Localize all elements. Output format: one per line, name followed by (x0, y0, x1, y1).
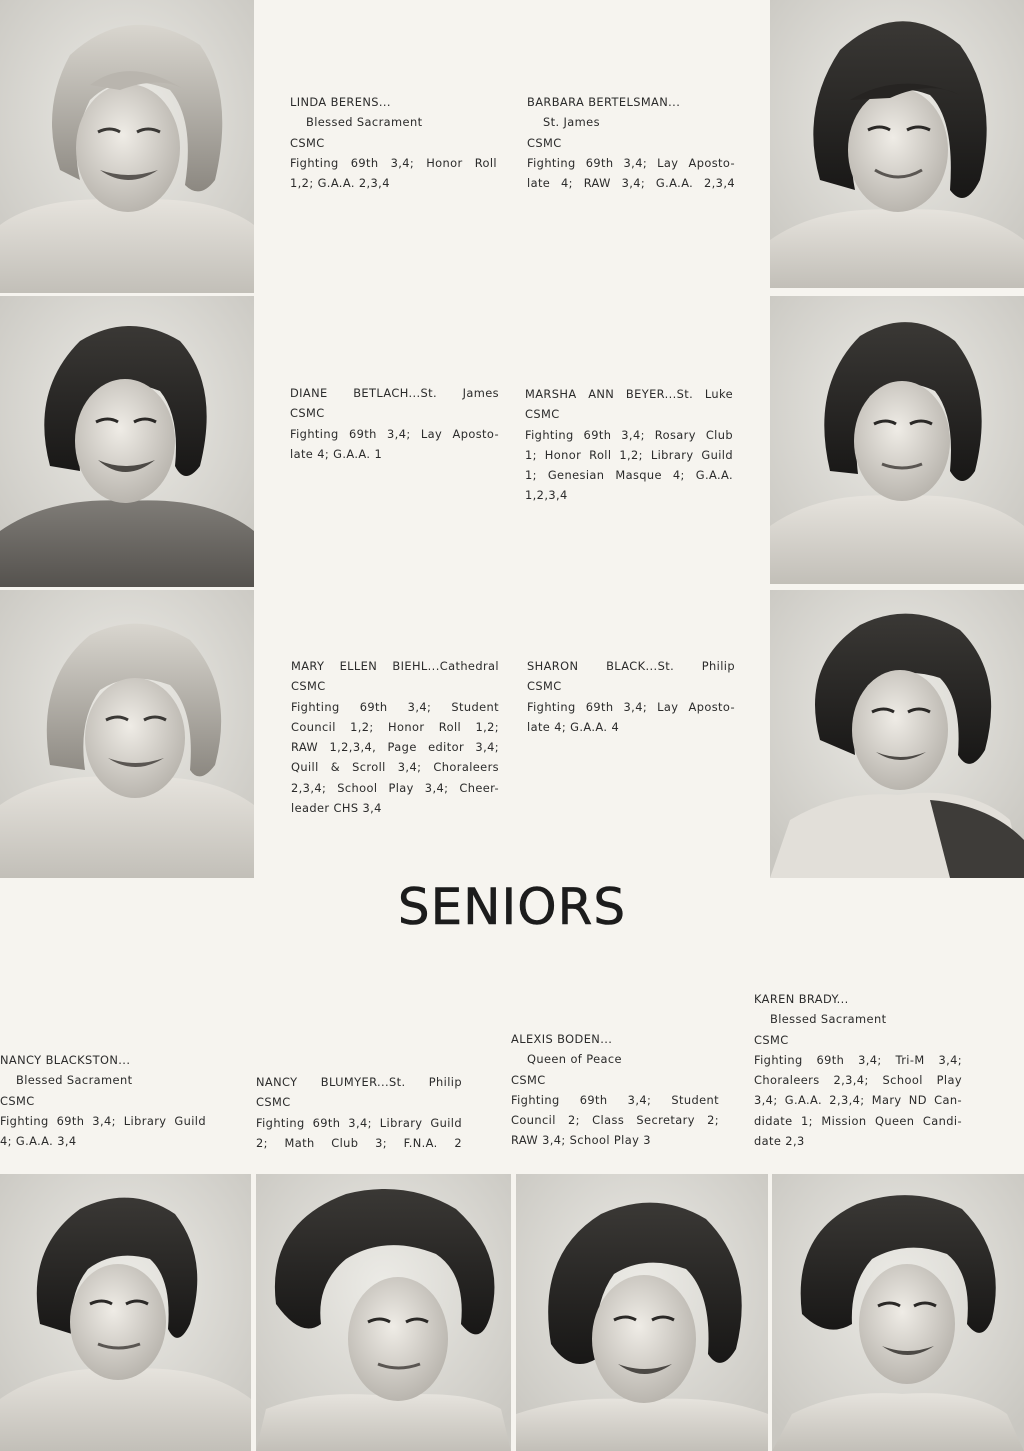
student-name: NANCY BLUMYER...St. Philip (256, 1075, 462, 1089)
student-activities-line: didate 1; Mission Queen Candi- (754, 1113, 962, 1128)
student-name: KAREN BRADY... (754, 992, 849, 1006)
student-activities-line: Council 1,2; Honor Roll 1,2; (291, 719, 499, 734)
student-parish: Blessed Sacrament (306, 115, 423, 130)
portrait-barbara-bertelsman (770, 0, 1024, 288)
student-activities-line: Fighting 69th 3,4; Honor Roll (290, 155, 497, 170)
portrait-nancy-blumyer (256, 1174, 511, 1451)
student-school: CSMC (290, 406, 325, 421)
portrait-alexis-boden (516, 1174, 768, 1451)
student-activities-line: Choraleers 2,3,4; School Play (754, 1073, 962, 1088)
student-activities-line: 2,3,4; School Play 3,4; Cheer- (291, 780, 499, 795)
portrait-diane-betlach (0, 296, 254, 587)
portrait-linda-berens (0, 0, 254, 293)
student-school: CSMC (511, 1072, 546, 1087)
student-activities-line: 1; Honor Roll 1,2; Library Guild (525, 447, 733, 462)
student-activities-line: Fighting 69th 3,4; Student (511, 1092, 719, 1107)
bio-alexis-boden (511, 1029, 719, 1151)
student-activities-line: Fighting 69th 3,4; Tri-M 3,4; (754, 1052, 962, 1067)
portrait-mary-ellen-biehl (0, 590, 254, 878)
student-activities-line: date 2,3 (754, 1134, 805, 1149)
student-activities-line: 1; Genesian Masque 4; G.A.A. (525, 468, 733, 483)
bio-sharon-black (527, 656, 735, 737)
student-name: SHARON BLACK...St. Philip (527, 659, 735, 673)
portrait-karen-brady (772, 1174, 1024, 1451)
student-activities-line: Fighting 69th 3,4; Lay Aposto- (527, 699, 735, 714)
bio-nancy-blumyer (256, 1072, 462, 1153)
student-school: CSMC (0, 1093, 35, 1108)
student-activities-line: 4; G.A.A. 3,4 (0, 1134, 77, 1149)
student-school: CSMC (291, 679, 326, 694)
student-activities-line: Fighting 69th 3,4; Library Guild (256, 1115, 462, 1130)
bio-linda-berens (290, 92, 497, 193)
portrait-nancy-blackston (0, 1174, 251, 1451)
student-name: MARY ELLEN BIEHL...Cathedral (291, 659, 499, 673)
student-name: LINDA BERENS... (290, 95, 391, 109)
student-activities-line: late 4; RAW 3,4; G.A.A. 2,3,4 (527, 176, 735, 191)
student-activities-line: late 4; G.A.A. 4 (527, 719, 620, 734)
student-parish: Blessed Sacrament (16, 1073, 133, 1088)
student-activities-line: 1,2; G.A.A. 2,3,4 (290, 176, 390, 191)
student-activities-line: 1,2,3,4 (525, 488, 568, 503)
student-activities-line: Quill & Scroll 3,4; Choraleers (291, 760, 499, 775)
bio-nancy-blackston (0, 1050, 206, 1151)
student-activities-line: Fighting 69th 3,4; Lay Aposto- (527, 155, 735, 170)
student-name: NANCY BLACKSTON... (0, 1053, 131, 1067)
student-parish: Blessed Sacrament (770, 1012, 887, 1027)
bio-diane-betlach (290, 383, 499, 464)
student-school: CSMC (525, 407, 560, 422)
student-activities-line: late 4; G.A.A. 1 (290, 446, 383, 461)
student-school: CSMC (256, 1095, 291, 1110)
page-title: SENIORS (397, 878, 627, 936)
student-activities-line: Fighting 69th 3,4; Lay Aposto- (290, 426, 499, 441)
student-activities-line: Fighting 69th 3,4; Library Guild (0, 1113, 206, 1128)
bio-barbara-bertelsman (527, 92, 735, 193)
student-activities-line: RAW 1,2,3,4, Page editor 3,4; (291, 740, 499, 755)
student-parish: Queen of Peace (527, 1052, 622, 1067)
student-school: CSMC (527, 135, 562, 150)
bio-mary-ellen-biehl (291, 656, 499, 818)
student-activities-line: RAW 3,4; School Play 3 (511, 1133, 651, 1148)
student-activities-line: Council 2; Class Secretary 2; (511, 1113, 719, 1128)
student-name: MARSHA ANN BEYER...St. Luke (525, 387, 733, 401)
student-activities-line: Fighting 69th 3,4; Rosary Club (525, 427, 733, 442)
student-activities-line: leader CHS 3,4 (291, 801, 382, 816)
student-activities-line: 3,4; G.A.A. 2,3,4; Mary ND Can- (754, 1093, 962, 1108)
student-activities-line: Fighting 69th 3,4; Student (291, 699, 499, 714)
student-activities-line: 2; Math Club 3; F.N.A. 2 (256, 1135, 462, 1150)
student-name: ALEXIS BODEN... (511, 1032, 613, 1046)
student-name: DIANE BETLACH...St. James (290, 386, 499, 400)
student-school: CSMC (754, 1032, 789, 1047)
student-name: BARBARA BERTELSMAN... (527, 95, 681, 109)
portrait-marsha-ann-beyer (770, 296, 1024, 584)
student-school: CSMC (527, 679, 562, 694)
portrait-sharon-black (770, 590, 1024, 878)
student-parish: St. James (543, 115, 600, 130)
bio-marsha-ann-beyer (525, 384, 733, 506)
student-school: CSMC (290, 135, 325, 150)
bio-karen-brady (754, 989, 962, 1151)
